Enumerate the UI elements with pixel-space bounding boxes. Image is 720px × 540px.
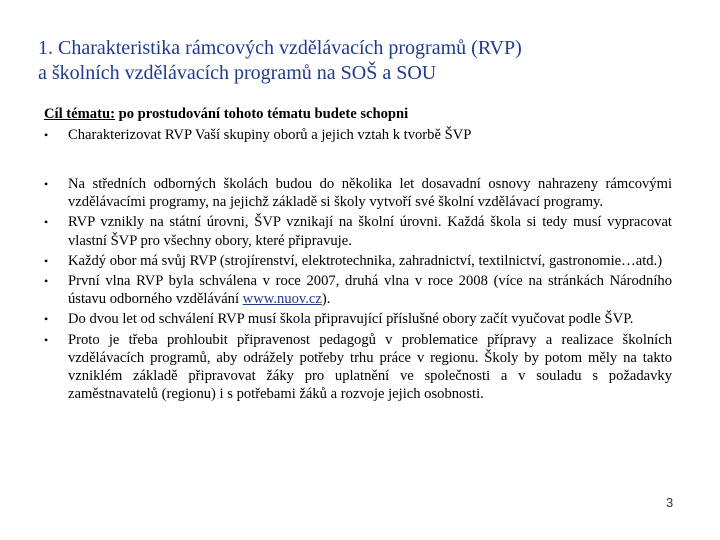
list-item [44,252,672,270]
slide-title-line-1: 1. Charakteristika rámcových vzdělávacích programů (RVP) [38,37,522,59]
list-item [44,272,672,308]
slide-title-line-2: a školních vzdělávacích programů na SOŠ a SOU [38,62,437,84]
bullet-icon: • [44,177,49,191]
bullet-text-before-link: První vlna RVP byla schválena v roce 2007, druhá vlna v roce 2008 (více na stránkách Národního ústavu odborného vzdělávání [68,273,672,308]
bullet-list [44,175,672,405]
list-item [44,331,672,404]
goal-item-text: Charakterizovat RVP Vaší skupiny oborů a jejich vztah k tvorbě ŠVP [68,127,472,143]
bullet-text: Do dvou let od schválení RVP musí škola připravující příslušné obory začít vyučovat podle ŠVP. [68,311,634,328]
nuov-link[interactable]: www.nuov.cz [242,291,322,308]
goal-heading [44,105,694,123]
bullet-icon: • [44,332,49,347]
bullet-text: Proto je třeba prohloubit připravenost pedagogů v problematice přípravy a realizace školních vzdělávacích programů, aby odrážely potřeby trhu práce v regionu. Školy by potom měly na takto vzniklém základě připravovat žáky pro uplatnění ve společnosti a v souladu s požadavky zaměstnavatelů (regionu) i s potřebami žáků a rozvoje jejich osobnosti. [68,331,672,403]
goal-label: Cíl tématu: [44,106,115,122]
bullet-icon: • [44,274,49,289]
list-item [44,175,672,211]
list-item [44,213,672,249]
bullet-text-after-link: ). [321,291,331,308]
slide-title [38,36,698,86]
goal-text: po prostudování tohoto tématu budete schopni [114,106,409,122]
list-item [44,310,672,328]
bullet-icon: • [44,253,49,268]
bullet-icon: • [44,312,49,327]
bullet-text: RVP vznikly na státní úrovni, ŠVP vznikají na školní úrovni. Každá škola si tedy musí vypracovat vlastní ŠVP pro všechny obory, které připravuje. [68,214,672,249]
goal-item [44,126,694,144]
bullet-icon: • [44,128,49,142]
bullet-text: Každý obor má svůj RVP (strojírenství, elektrotechnika, zahradnictví, textilnictví, gastronomie…atd.) [68,252,663,269]
page-number: 3 [666,495,674,510]
bullet-text [68,272,672,308]
bullet-text: Na středních odborných školách budou do několika let dosavadní osnovy nahrazeny rámcovými vzdělávacími programy, na jejichž základě si školy vytvoří své školní vzdělávací programy. [68,176,672,211]
bullet-icon: • [44,215,49,230]
